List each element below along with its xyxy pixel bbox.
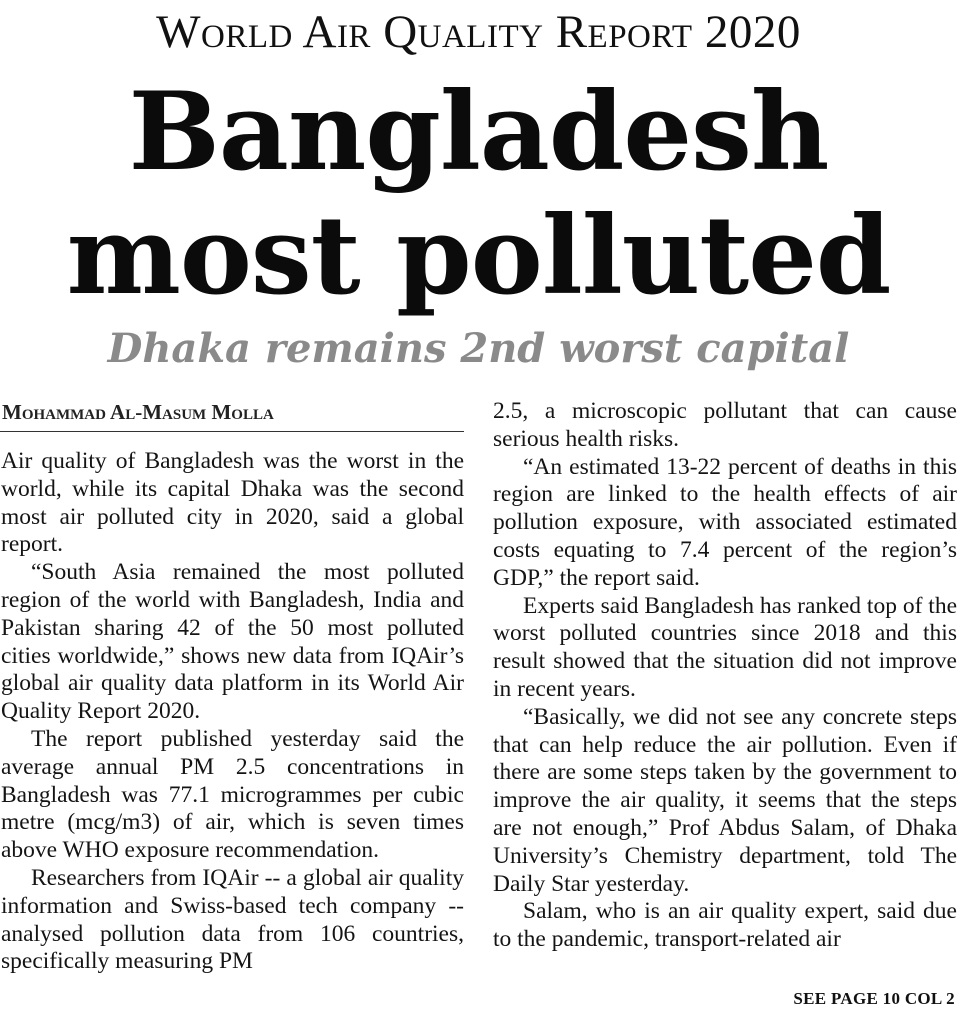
article-paragraph: Experts said Bangladesh has ranked top of the worst polluted countries since 2018 and this result showed that the situation did not improve in recent years. <box>493 592 957 702</box>
headline: Bangladesh most polluted <box>66 69 891 319</box>
kicker-title: World Air Quality Report 2020 <box>156 6 801 58</box>
article-paragraph: Salam, who is an air quality expert, said due to the pandemic, transport-related air <box>493 898 957 953</box>
article-paragraph: Researchers from IQAir -- a global air quality information and Swiss-based tech company -- analysed pollution data from 106 countries, specifically measuring PM <box>1 864 464 975</box>
article-paragraph: “An estimated 13-22 percent of deaths in this region are linked to the health effects of air pollution exposure, with associated estimated costs equating to 7.4 percent of the region’s GDP,” the report said. <box>493 453 957 591</box>
byline-divider <box>0 431 464 432</box>
article-column-1 <box>1 448 464 976</box>
article-paragraph: Air quality of Bangladesh was the worst in the world, while its capital Dhaka was the second most air polluted city in 2020, said a global report. <box>1 448 464 558</box>
article-paragraph: “South Asia remained the most polluted region of the world with Bangladesh, India and Pakistan sharing 42 of the 50 most polluted cities worldwide,” shows new data from IQAir’s global air quality data platform in its World Air Quality Report 2020. <box>1 559 464 725</box>
article-paragraph: The report published yesterday said the average annual PM 2.5 concentrations in Bangladesh was 77.1 microgrammes per cubic metre (mcg/m3) of air, which is seven times above WHO exposure recommendation. <box>1 725 464 864</box>
article-column-2 <box>493 398 957 954</box>
byline: Mohammad Al-Masum Molla <box>2 400 274 424</box>
continuation-jump-line: SEE PAGE 10 COL 2 <box>793 989 955 1008</box>
article-paragraph: “Basically, we did not see any concrete steps that can help reduce the air pollution. Even if there are some steps taken by the government to improve the air quality, it seems that the steps are not enough,” Prof Abdus Salam, of Dhaka University’s Chemistry department, told The Daily Star yesterday. <box>493 703 957 897</box>
subheadline: Dhaka remains 2nd worst capital <box>107 325 850 372</box>
article-paragraph: 2.5, a microscopic pollutant that can cause serious health risks. <box>493 398 957 452</box>
